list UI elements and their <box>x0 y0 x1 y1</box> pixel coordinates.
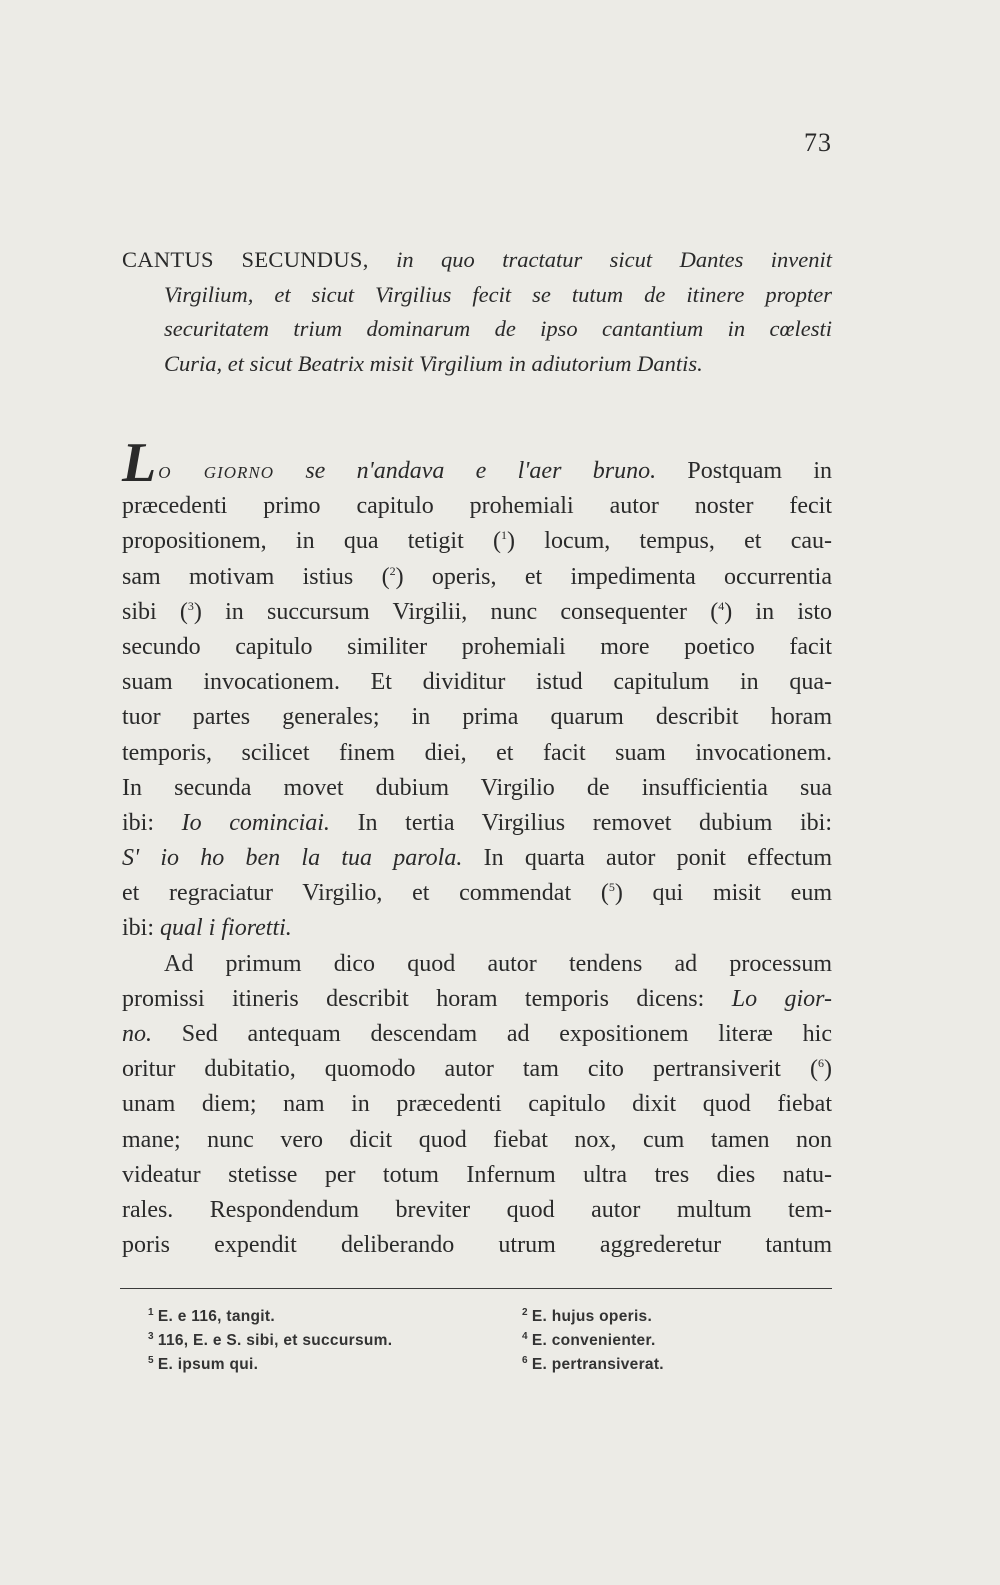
quote-italic: qual i fioretti. <box>160 915 292 942</box>
incipit-text: se n'andava e l'aer bruno. <box>305 458 657 484</box>
text-line <box>122 524 832 559</box>
footnote <box>148 1305 508 1329</box>
footnote-mark: 2 <box>522 1307 528 1318</box>
footnote-mark: 1 <box>148 1307 154 1318</box>
text-fragment: In tertia Virgilius removet dubium ibi: <box>357 809 833 836</box>
footnote-text: 116, E. e S. sibi, et succursum. <box>157 1332 393 1349</box>
text-fragment: ) <box>824 1056 832 1083</box>
footnote-ref: 5 <box>608 880 615 895</box>
text-fragment: ibi: <box>122 809 155 836</box>
text-line <box>122 982 832 1017</box>
footnote <box>522 1305 842 1329</box>
heading-line-3 <box>122 312 832 347</box>
quote-italic: no. <box>122 1021 152 1047</box>
text-fragment: promissi itineris describit horam temporis dicens: <box>122 985 705 1012</box>
text-line <box>122 595 832 630</box>
footnote-mark: 6 <box>522 1355 528 1366</box>
text-line: temporis, scilicet finem diei, et facit suam invocationem. <box>122 739 832 766</box>
text-fragment: ) locum, tempus, et cau- <box>507 528 832 555</box>
heading-line-2 <box>122 278 832 313</box>
text-line: videatur stetisse per totum Infernum ultra tres dies natu- <box>122 1161 832 1188</box>
chapter-heading <box>122 243 832 381</box>
footnote-ref: 3 <box>187 598 194 613</box>
footnote-mark: 3 <box>148 1331 154 1342</box>
text-line <box>122 560 832 595</box>
heading-text: Curia, et sicut Beatrix misit Virgilium in adiutorium Dantis. <box>164 350 703 376</box>
text-fragment: Postquam in <box>687 458 832 484</box>
text-fragment: propositionem, in qua tetigit ( <box>122 528 502 555</box>
footnote-mark: 5 <box>148 1355 154 1366</box>
footnote <box>148 1353 508 1377</box>
text-fragment: oritur dubitatio, quomodo autor tam cito pertransiverit ( <box>122 1056 818 1083</box>
text-line <box>122 806 832 841</box>
footnote-text: E. convenienter. <box>531 1332 656 1349</box>
text-line: præcedenti primo capitulo prohemiali autor noster fecit <box>122 493 832 520</box>
heading-text: Virgilium, et sicut Virgilius fecit se tutum de itinere propter <box>164 281 832 307</box>
footnote-text: E. e 116, tangit. <box>157 1308 275 1325</box>
text-fragment: ) in isto <box>724 598 832 625</box>
footnote <box>522 1353 842 1377</box>
footnote <box>522 1329 842 1353</box>
footnotes-left <box>148 1305 508 1377</box>
text-fragment: ) in succursum Virgilii, nunc consequenter ( <box>193 598 719 625</box>
footnotes-right <box>522 1305 842 1377</box>
heading-text: securitatem trium dominarum de ipso cantantium in cœlesti <box>164 316 832 341</box>
text-line: mane; nunc vero dicit quod fiebat nox, cum tamen non <box>122 1126 832 1153</box>
page-number: 73 <box>804 128 832 157</box>
footnote-ref: 4 <box>718 598 725 613</box>
footnote-ref: 2 <box>389 563 396 578</box>
quote-italic: Lo gior- <box>731 985 832 1012</box>
text-line: tuor partes generales; in prima quarum describit horam <box>122 704 832 731</box>
heading-line-4 <box>122 347 832 382</box>
text-fragment: Sed antequam descendam ad expositionem literæ hic <box>181 1021 832 1047</box>
footnote <box>148 1329 508 1353</box>
text-line: secundo capitulo similiter prohemiali more poetico facit <box>122 633 832 660</box>
body-text <box>122 432 833 1263</box>
heading-title: CANTUS SECUNDUS, <box>122 247 369 272</box>
text-line <box>122 911 832 946</box>
footnote-mark: 4 <box>522 1331 528 1342</box>
text-line: In secunda movet dubium Virgilio de insufficientia sua <box>122 774 832 801</box>
text-line: poris expendit deliberando utrum aggrederetur tantum <box>122 1232 832 1259</box>
footnote-ref: 1 <box>501 528 508 543</box>
footnote-ref: 6 <box>818 1056 824 1071</box>
drop-cap: L <box>122 432 157 494</box>
heading-text: in quo tractatur sicut Dantes invenit <box>396 247 832 272</box>
footnote-text: E. ipsum qui. <box>157 1356 259 1373</box>
quote-italic: Io cominciai. <box>181 809 330 836</box>
quote-italic: S' io ho ben la tua parola. <box>122 845 463 872</box>
text-line <box>122 841 832 876</box>
text-line: unam diem; nam in præcedenti capitulo dixit quod fiebat <box>122 1091 832 1118</box>
text-line: rales. Respondendum breviter quod autor multum tem- <box>122 1196 832 1223</box>
text-fragment: In quarta autor ponit effectum <box>483 845 833 872</box>
text-line: suam invocationem. Et dividitur istud capitulum in qua- <box>122 669 832 696</box>
text-fragment: sam motivam istius ( <box>122 563 390 590</box>
text-line: Ad primum dico quod autor tendens ad processum <box>164 950 832 977</box>
text-line <box>122 876 832 911</box>
footnote-text: E. hujus operis. <box>531 1308 653 1325</box>
text-fragment: ibi: <box>122 915 155 942</box>
text-fragment: sibi ( <box>122 598 188 625</box>
footnote-text: E. pertransiverat. <box>531 1356 664 1373</box>
footnote-divider <box>120 1288 832 1289</box>
text-fragment: ) operis, et impedimenta occurrentia <box>395 563 832 590</box>
text-fragment: ) qui misit eum <box>614 880 832 907</box>
text-line <box>122 432 832 494</box>
incipit-small-caps: o giorno <box>158 458 275 484</box>
text-line <box>122 1017 832 1052</box>
text-fragment: et regraciatur Virgilio, et commendat ( <box>122 880 609 907</box>
text-line <box>122 1052 832 1087</box>
heading-line-1 <box>122 243 832 278</box>
